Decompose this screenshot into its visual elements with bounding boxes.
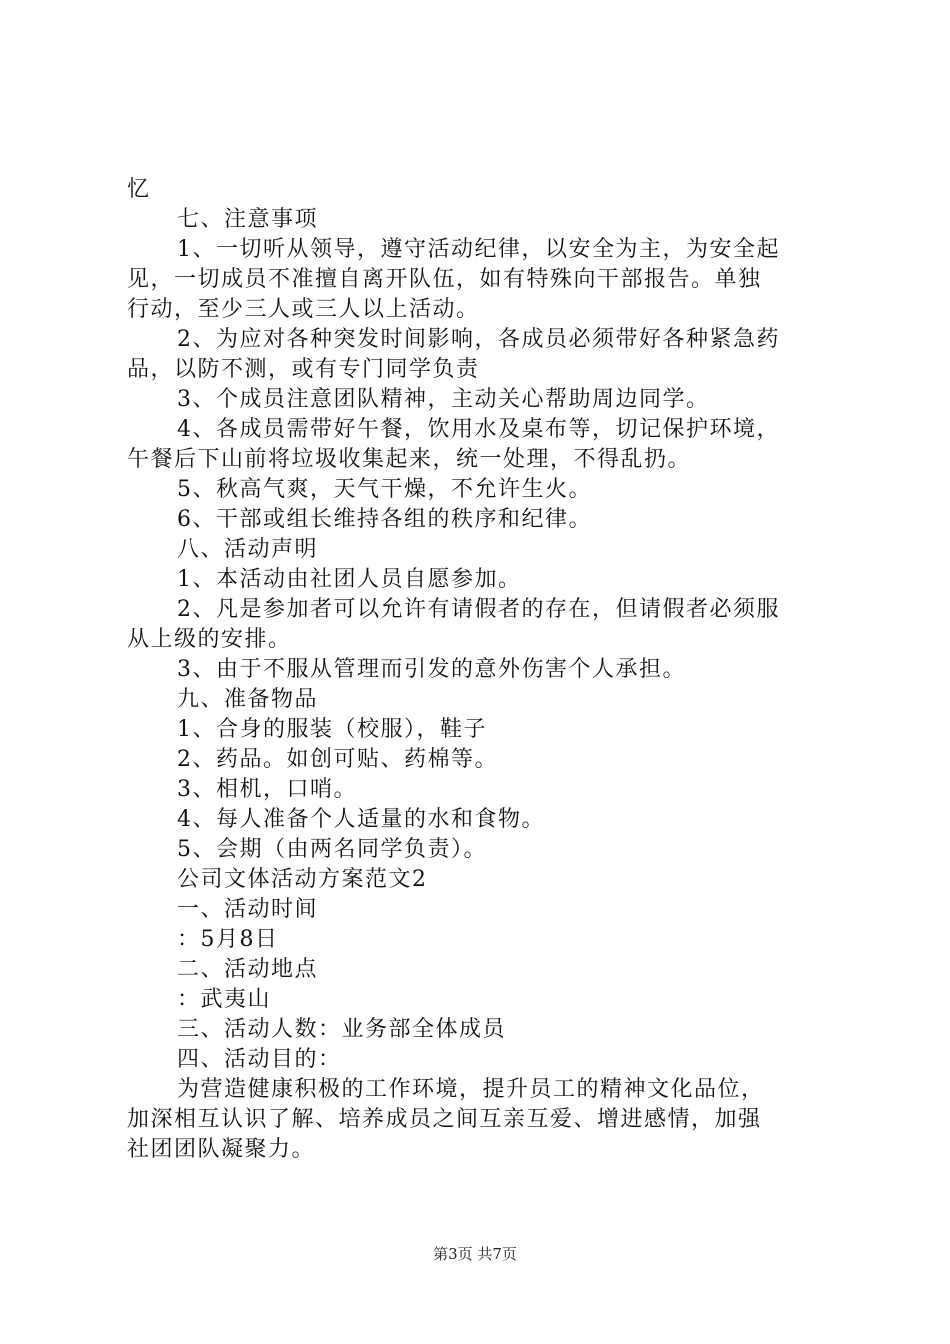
document-body xyxy=(127,175,827,1165)
text-line: 5、会期（由两名同学负责）。 xyxy=(177,837,487,862)
text-line: 5、秋高气爽，天气干燥，不允许生火。 xyxy=(177,477,592,502)
text-line: 4、各成员需带好午餐，饮用水及桌布等，切记保护环境， xyxy=(177,417,780,442)
text-line: 九、准备物品 xyxy=(177,687,319,712)
text-line: 2、为应对各种突发时间影响，各成员必须带好各种紧急药 xyxy=(177,327,780,352)
text-line: 1、一切听从领导，遵守活动纪律，以安全为主，为安全起 xyxy=(177,237,780,262)
text-line: 品，以防不测，或有专门同学负责 xyxy=(127,357,480,382)
text-line: 社团团队凝聚力。 xyxy=(127,1137,316,1162)
text-line: 3、个成员注意团队精神，主动关心帮助周边同学。 xyxy=(177,387,710,412)
text-line: 4、每人准备个人适量的水和食物。 xyxy=(177,807,545,832)
text-line: 1、合身的服装（校服），鞋子 xyxy=(177,717,487,742)
text-line: 见，一切成员不准擅自离开队伍，如有特殊向干部报告。单独 xyxy=(127,267,762,292)
text-line: 午餐后下山前将垃圾收集起来，统一处理，不得乱扔。 xyxy=(127,447,692,472)
text-line: 3、相机，口哨。 xyxy=(177,777,357,802)
text-line: 3、由于不服从管理而引发的意外伤害个人承担。 xyxy=(177,657,686,682)
text-line: 从上级的安排。 xyxy=(127,627,292,652)
text-line: 2、药品。如创可贴、药棉等。 xyxy=(177,747,498,772)
text-line: 公司文体活动方案范文2 xyxy=(177,867,428,892)
text-line: ：武夷山 xyxy=(177,987,272,1012)
text-line: 行动，至少三人或三人以上活动。 xyxy=(127,297,480,322)
text-line: 6、干部或组长维持各组的秩序和纪律。 xyxy=(177,507,592,532)
text-line: 为营造健康积极的工作环境，提升员工的精神文化品位， xyxy=(177,1077,765,1102)
text-line: 四、活动目的： xyxy=(177,1047,342,1072)
text-line: 2、凡是参加者可以允许有请假者的存在，但请假者必须服 xyxy=(177,597,780,622)
text-line: 忆 xyxy=(127,177,151,202)
text-line: 1、本活动由社团人员自愿参加。 xyxy=(177,567,522,592)
text-line: 一、活动时间 xyxy=(177,897,319,922)
text-line: 八、活动声明 xyxy=(177,537,319,562)
text-line: ：5月8日 xyxy=(177,927,279,952)
text-line: 加深相互认识了解、培养成员之间互亲互爱、增进感情，加强 xyxy=(127,1107,762,1132)
text-line: 二、活动地点 xyxy=(177,957,319,982)
text-line: 七、注意事项 xyxy=(177,207,319,232)
text-line: 三、活动人数：业务部全体成员 xyxy=(177,1017,507,1042)
page-footer: 第3页 共7页 xyxy=(433,1245,517,1263)
